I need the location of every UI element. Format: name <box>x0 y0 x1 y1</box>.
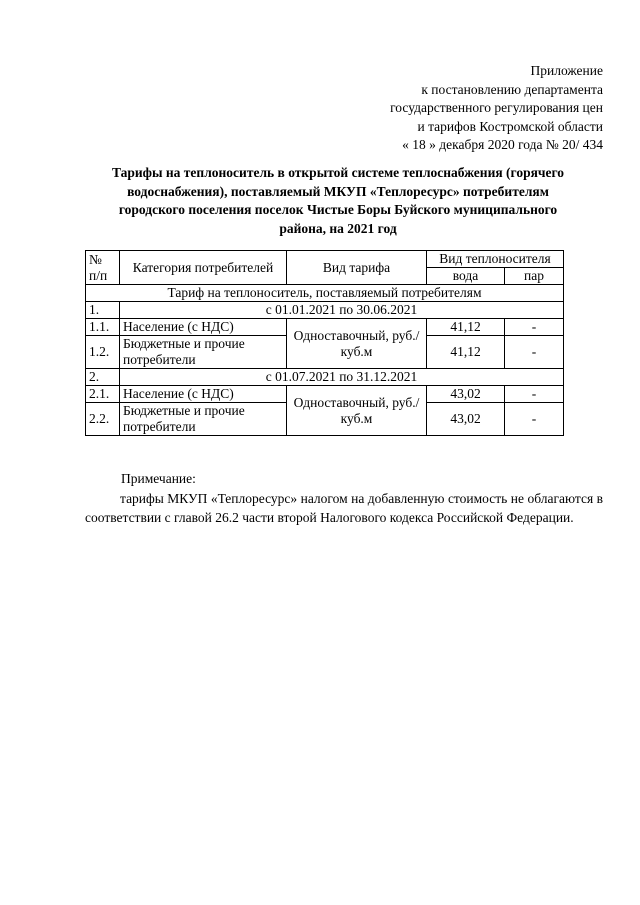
row-category: Население (с НДС) <box>120 386 287 403</box>
row-number: 2.2. <box>86 403 120 436</box>
section-title: Тариф на теплоноситель, поставляемый потребителям <box>86 285 564 302</box>
row-steam-value: - <box>505 386 564 403</box>
title-line: городского поселения поселок Чистые Боры Буйского муниципального <box>118 202 558 217</box>
note-text: тарифы МКУП «Теплоресурс» налогом на добавленную стоимость не облагаются в соответствии с главой 26.2 части второй Налогового кодекса Российской Федерации. <box>85 491 603 525</box>
header-category: Категория потребителей <box>120 251 287 285</box>
row-tariff-type: Одноставочный, руб./куб.м <box>287 386 427 436</box>
appendix-line: государственного регулирования цен <box>390 100 603 115</box>
period-number: 2. <box>86 369 120 386</box>
appendix-line: и тарифов Костромской области <box>417 118 603 134</box>
row-number: 1.2. <box>86 336 120 369</box>
row-water-value: 43,02 <box>427 386 505 403</box>
row-number: 1.1. <box>86 319 120 336</box>
header-tariff-type: Вид тарифа <box>287 251 427 285</box>
period-label: с 01.01.2021 по 30.06.2021 <box>120 302 564 319</box>
row-category: Бюджетные и прочие потребители <box>120 403 287 436</box>
row-number: 2.1. <box>86 386 120 403</box>
row-tariff-type: Одноставочный, руб./куб.м <box>287 319 427 369</box>
row-category: Бюджетные и прочие потребители <box>120 336 287 369</box>
note-label: Примечание: <box>121 471 196 486</box>
header-water: вода <box>427 268 505 285</box>
title-line: Тарифы на теплоноситель в открытой системе теплоснабжения (горячего <box>111 165 565 180</box>
row-steam-value: - <box>505 403 564 436</box>
document-title <box>78 164 598 238</box>
row-water-value: 41,12 <box>427 336 505 369</box>
row-steam-value: - <box>505 336 564 369</box>
period-label: с 01.07.2021 по 31.12.2021 <box>120 369 564 386</box>
title-line: района, на 2021 год <box>279 220 397 236</box>
appendix-date-line: « 18 » декабря 2020 года № 20/ 434 <box>402 137 603 152</box>
row-water-value: 43,02 <box>427 403 505 436</box>
header-number: № п/п <box>86 251 120 285</box>
row-water-value: 41,12 <box>427 319 505 336</box>
title-line: водоснабжения), поставляемый МКУП «Теплоресурс» потребителям <box>127 183 549 199</box>
row-category: Население (с НДС) <box>120 319 287 336</box>
header-carrier: Вид теплоносителя <box>427 251 564 268</box>
row-steam-value: - <box>505 319 564 336</box>
tariff-table <box>85 250 564 436</box>
header-steam: пар <box>505 268 564 285</box>
appendix-line: Приложение <box>530 63 603 78</box>
appendix-header <box>390 62 603 155</box>
period-number: 1. <box>86 302 120 319</box>
appendix-line: к постановлению департамента <box>421 81 603 97</box>
